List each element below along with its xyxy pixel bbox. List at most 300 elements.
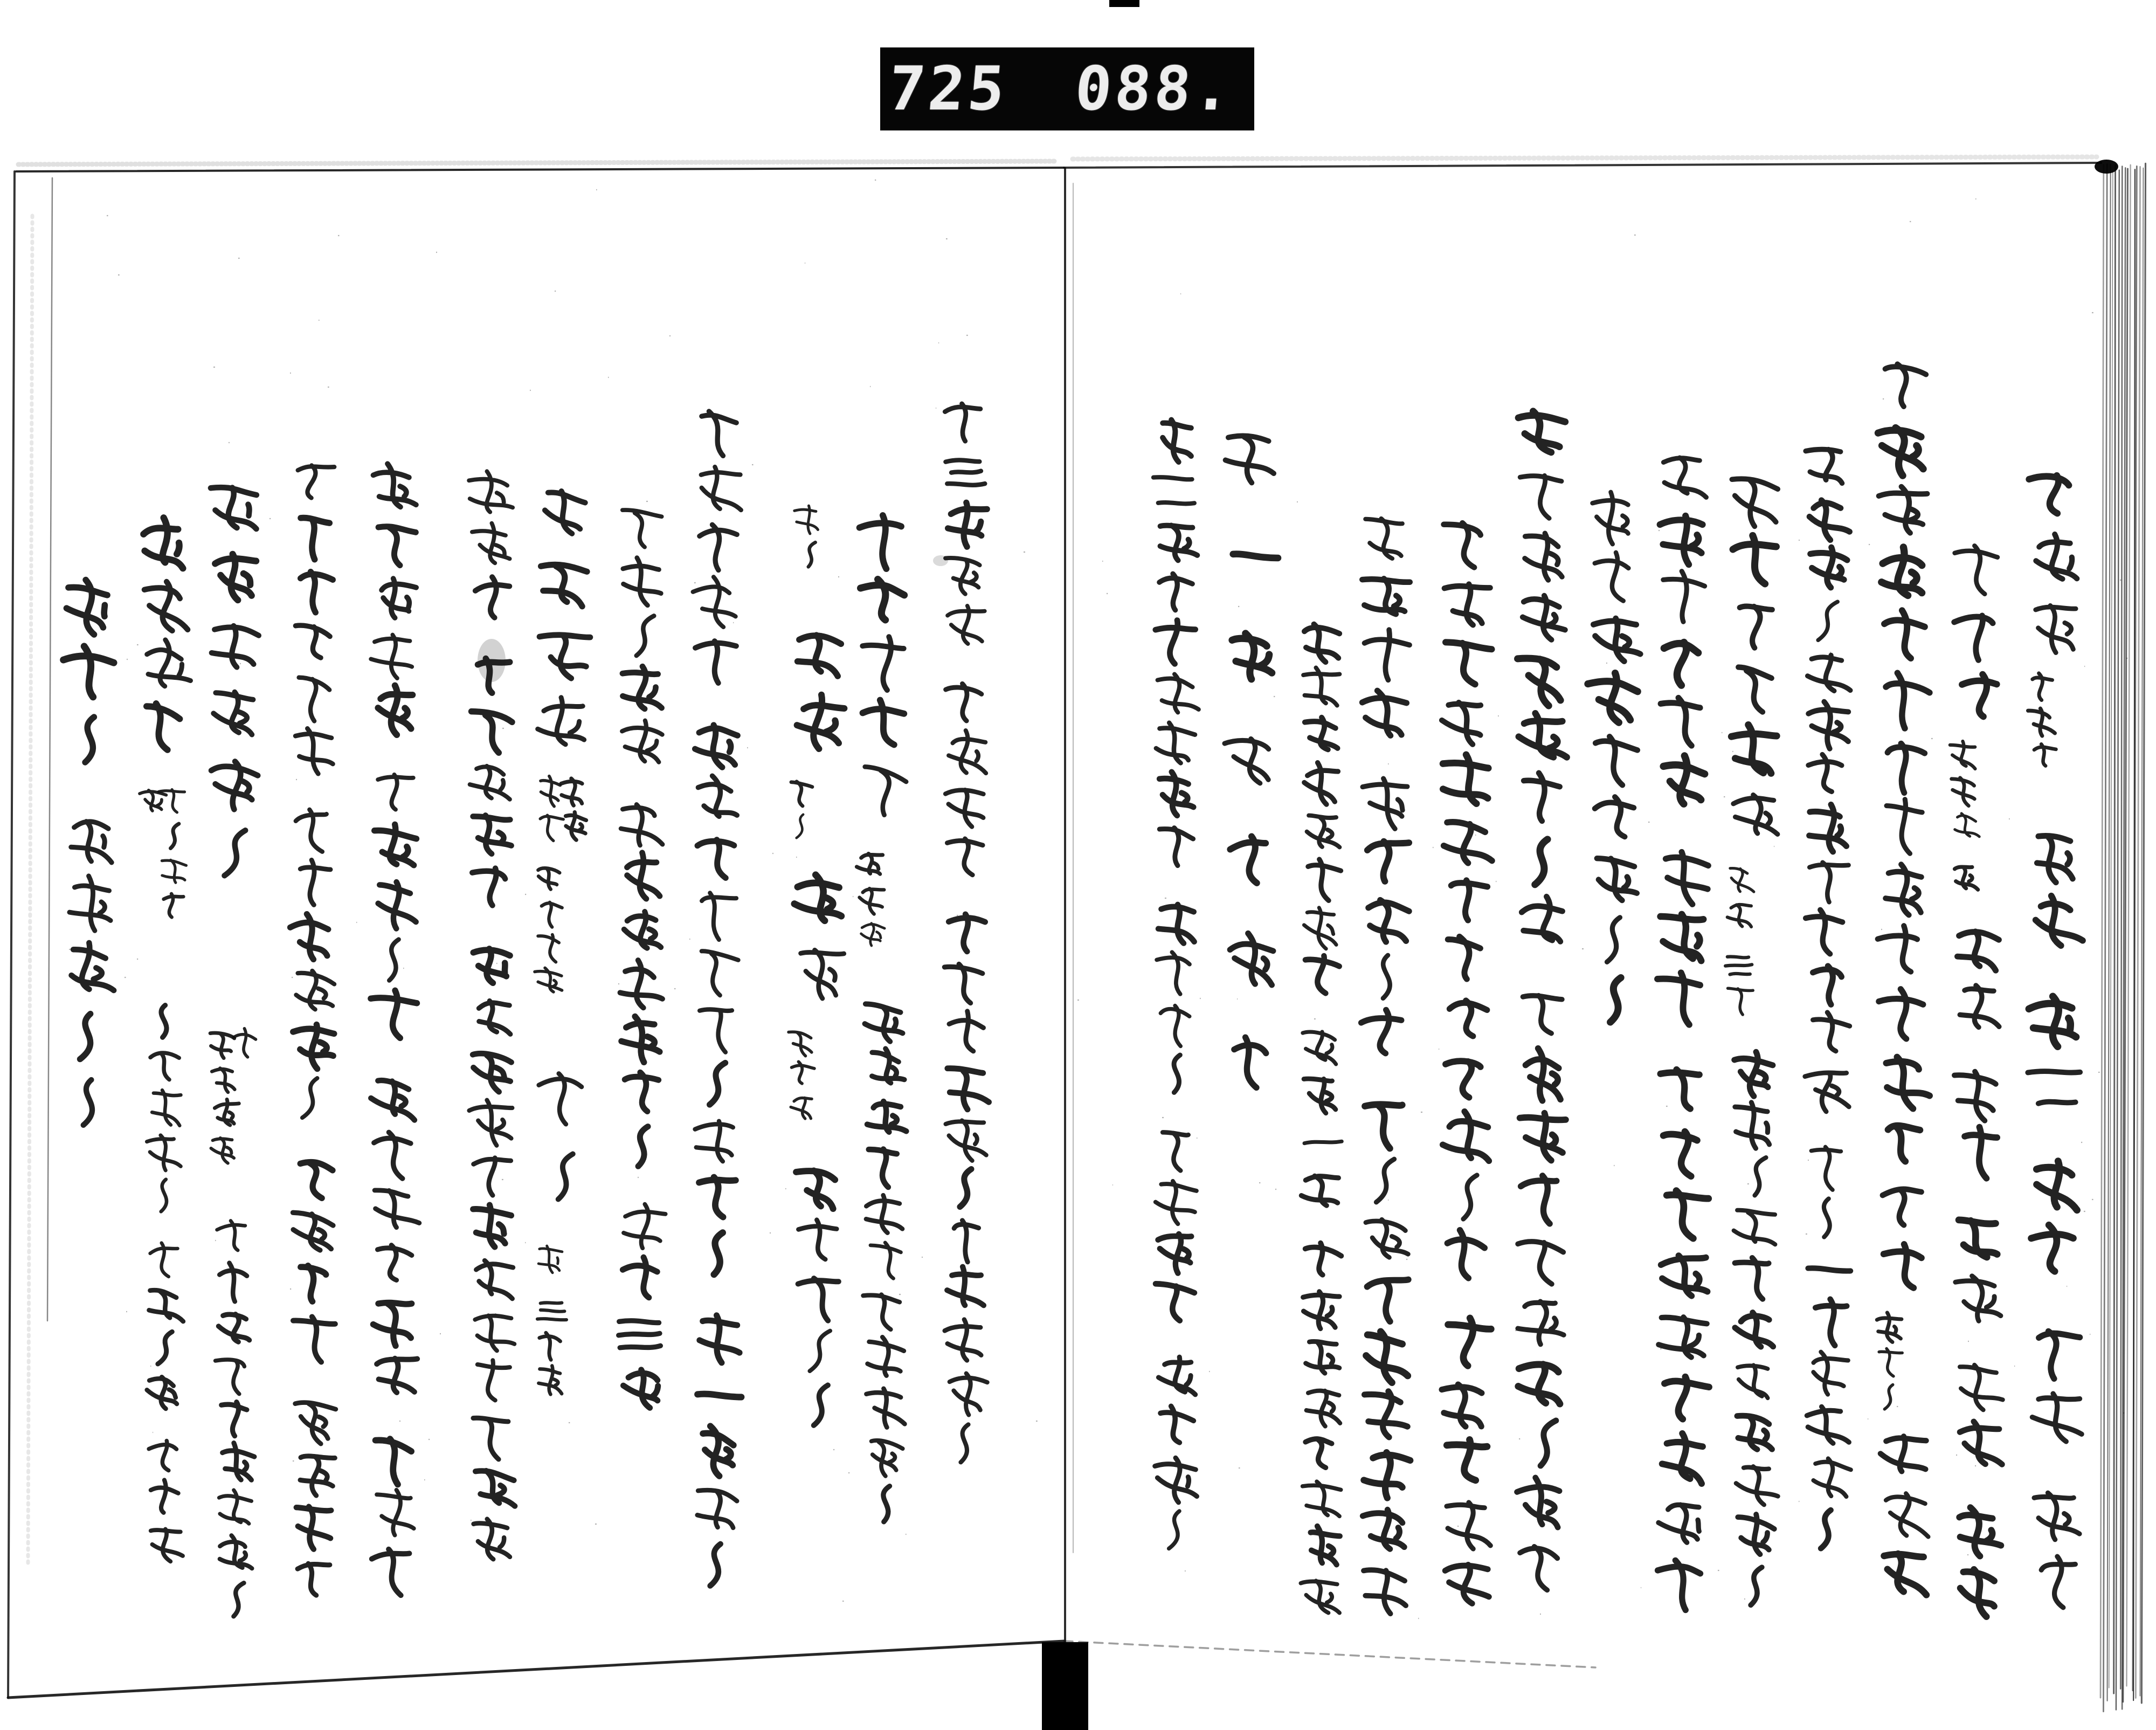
glyph [301, 1266, 326, 1301]
glyph [946, 1120, 986, 1161]
glyph [1660, 516, 1703, 564]
glyph [473, 1205, 512, 1247]
text-column [2029, 475, 2077, 653]
glyph [1728, 988, 1753, 1015]
glyph [1738, 1514, 1774, 1554]
glyph [64, 646, 114, 697]
glyph [545, 491, 585, 534]
glyph [701, 467, 741, 510]
glyph [475, 1471, 515, 1506]
glyph [538, 1246, 562, 1273]
glyph [1303, 1292, 1339, 1329]
glyph [1735, 1313, 1773, 1347]
text-column [469, 471, 515, 1559]
glyph [1523, 996, 1562, 1033]
glyph [1174, 1055, 1180, 1092]
glyph [2032, 1394, 2082, 1442]
glyph [80, 1014, 90, 1059]
right-page-edge-band [2116, 170, 2119, 1710]
glyph [1364, 1452, 1410, 1498]
glyph [376, 1439, 411, 1484]
glyph [1444, 822, 1492, 863]
glyph [808, 542, 816, 567]
glyph [1163, 420, 1191, 462]
glyph [1446, 1061, 1481, 1097]
glyph [2034, 744, 2056, 766]
glyph [797, 695, 845, 749]
glyph [2028, 708, 2055, 736]
text-column [1954, 932, 2003, 1617]
glyph [1158, 674, 1199, 712]
glyph [1525, 1049, 1560, 1101]
glyph [1955, 546, 1998, 594]
glyph [622, 721, 662, 762]
glyph [538, 698, 584, 745]
glyph [789, 1032, 812, 1056]
glyph [794, 875, 841, 921]
glyph [870, 1243, 901, 1278]
text-column [2028, 673, 2056, 766]
glyph [948, 502, 987, 547]
glyph [1663, 1132, 1697, 1176]
frame-counter-left-digits: 725 [886, 54, 1011, 124]
glyph [1878, 428, 1923, 475]
glyph [863, 1294, 900, 1329]
glyph [814, 1385, 828, 1425]
glyph [295, 625, 330, 658]
glyph [566, 812, 586, 840]
glyph [1657, 973, 1700, 1024]
glyph [1308, 859, 1341, 900]
glyph [211, 761, 258, 809]
glyph [949, 1011, 984, 1051]
glyph [1304, 908, 1336, 949]
glyph [1155, 1458, 1197, 1502]
glyph [865, 767, 906, 815]
glyph [1735, 1052, 1773, 1096]
text-column [797, 635, 845, 749]
glyph [2037, 836, 2072, 882]
text-column [860, 515, 907, 815]
text-column [789, 1032, 814, 1119]
glyph [1523, 596, 1565, 640]
right-page-edge-band [2120, 167, 2122, 1689]
glyph [1885, 864, 1921, 915]
glyph [621, 804, 662, 845]
glyph [479, 1001, 510, 1034]
glyph [1367, 1279, 1408, 1321]
glyph [1366, 1332, 1408, 1383]
glyph [1952, 778, 1975, 806]
glyph [950, 1374, 987, 1415]
glyph [1443, 755, 1488, 804]
glyph [860, 515, 901, 569]
glyph [1225, 739, 1269, 783]
spine-top-mark [1109, 0, 1139, 7]
glyph [2033, 673, 2053, 700]
glyph [147, 1135, 181, 1170]
glyph [1888, 743, 1925, 792]
glyph [1442, 1384, 1482, 1426]
glyph [863, 700, 904, 745]
glyph [1811, 1147, 1841, 1190]
text-column [1361, 519, 1410, 1614]
glyph [1517, 1478, 1560, 1527]
glyph [1733, 795, 1778, 834]
glyph [2036, 605, 2076, 652]
glyph [474, 1158, 511, 1196]
glyph [861, 580, 904, 620]
glyph [171, 824, 179, 848]
left-page-bottom-edge [8, 1641, 1064, 1698]
glyph [792, 1062, 814, 1083]
glyph [702, 893, 736, 940]
glyph [698, 776, 737, 816]
glyph [1955, 1276, 2001, 1321]
glyph [233, 1029, 255, 1057]
glyph [1813, 966, 1841, 1004]
glyph [216, 1360, 245, 1394]
text-column [210, 1033, 239, 1163]
text-column [796, 1171, 839, 1425]
glyph [1365, 1105, 1402, 1149]
glyph [1960, 1365, 2003, 1410]
glyph [1815, 1299, 1847, 1346]
glyph [1607, 918, 1620, 962]
glyph [1367, 842, 1409, 881]
text-column [538, 491, 590, 745]
glyph [1813, 1458, 1850, 1497]
glyph [540, 1333, 561, 1360]
glyph [1158, 905, 1194, 943]
glyph [1521, 1176, 1557, 1224]
glyph [1451, 880, 1487, 920]
glyph [2029, 996, 2076, 1046]
glyph [1809, 500, 1849, 540]
glyph [1888, 1126, 1920, 1161]
glyph [1361, 1010, 1401, 1053]
glyph [296, 1507, 331, 1549]
glyph [1808, 702, 1848, 749]
page-edge-line [1073, 157, 2097, 159]
glyph [1659, 1317, 1706, 1357]
glyph [1362, 691, 1406, 735]
glyph [1301, 1176, 1338, 1205]
frame-counter-right-digits: 088. [1072, 54, 1237, 124]
glyph [1662, 1433, 1703, 1484]
glyph [798, 1220, 837, 1259]
glyph [389, 940, 398, 981]
glyph [215, 554, 256, 600]
text-column [1805, 449, 1851, 1548]
glyph [946, 684, 982, 721]
glyph [1886, 673, 1930, 728]
glyph [1443, 1112, 1489, 1161]
glyph [1158, 1357, 1195, 1395]
glyph [1588, 673, 1637, 723]
glyph [472, 869, 505, 906]
glyph [1733, 535, 1776, 584]
glyph [1519, 713, 1567, 757]
text-column [371, 464, 419, 1595]
glyph [714, 1232, 723, 1274]
text-column [1950, 741, 1979, 890]
glyph [1879, 487, 1927, 533]
glyph [377, 1490, 414, 1535]
glyph [1661, 914, 1704, 961]
text-column [944, 404, 989, 1462]
text-column [791, 782, 812, 838]
glyph [2034, 1493, 2079, 1540]
glyph [538, 868, 559, 889]
glyph [638, 1127, 648, 1167]
glyph [296, 971, 334, 1010]
glyph [1805, 1073, 1849, 1112]
page-edge-line [18, 161, 1056, 164]
glyph [1884, 1385, 1892, 1409]
glyph [947, 839, 983, 875]
glyph [540, 635, 590, 678]
glyph [945, 404, 980, 441]
glyph [1738, 667, 1772, 712]
glyph [66, 580, 107, 635]
glyph [1448, 1318, 1491, 1366]
glyph [945, 790, 983, 826]
glyph [1740, 606, 1772, 648]
glyph [1307, 816, 1340, 847]
glyph [1524, 773, 1560, 821]
glyph [1363, 1510, 1404, 1549]
glyph [1383, 955, 1390, 998]
scan-noise [69, 180, 2127, 1618]
glyph [540, 815, 563, 840]
glyph [1808, 1268, 1850, 1271]
text-column [211, 487, 259, 876]
glyph [147, 1377, 177, 1409]
glyph [1305, 956, 1339, 993]
glyph [149, 1440, 176, 1470]
glyph [219, 1490, 251, 1524]
text-column [1517, 411, 1567, 1590]
glyph [960, 1169, 971, 1207]
glyph [710, 1063, 725, 1105]
glyph [1731, 725, 1777, 773]
glyph [1520, 475, 1561, 518]
glyph [1305, 1439, 1332, 1467]
glyph [1661, 698, 1700, 746]
glyph [377, 1245, 411, 1280]
glyph [218, 1314, 249, 1342]
glyph [945, 1320, 982, 1361]
glyph [220, 1535, 252, 1568]
glyph [1156, 1181, 1197, 1224]
glyph [1366, 1219, 1408, 1257]
glyph [697, 1394, 741, 1397]
glyph [798, 1278, 839, 1321]
glyph [1663, 458, 1706, 498]
text-column [143, 518, 190, 750]
page-edge-line [28, 216, 32, 1563]
glyph [695, 1121, 733, 1162]
glyph [374, 1132, 411, 1178]
glyph [143, 518, 183, 568]
glyph [1163, 1132, 1188, 1170]
glyph [865, 1004, 902, 1042]
glyph [161, 1180, 167, 1212]
page-edge-line [16, 168, 1064, 171]
text-column [1734, 1052, 1778, 1605]
glyph [1755, 1157, 1766, 1195]
glyph [1735, 1258, 1769, 1299]
glyph [625, 1072, 659, 1111]
glyph [1663, 571, 1705, 622]
glyph [621, 1016, 660, 1062]
glyph [1886, 1493, 1929, 1536]
glyph [710, 1544, 721, 1586]
glyph [1808, 755, 1842, 792]
text-column [863, 1004, 906, 1522]
glyph [1304, 1079, 1336, 1113]
glyph [474, 1519, 510, 1560]
text-column [1881, 1436, 1929, 1595]
glyph [302, 1078, 317, 1118]
glyph [1965, 1127, 1997, 1178]
glyph [150, 1243, 178, 1277]
glyph [1884, 1244, 1922, 1288]
glyph [301, 518, 329, 560]
glyph [695, 641, 736, 683]
glyph [561, 778, 582, 805]
glyph [1364, 1570, 1406, 1614]
glyph [378, 882, 416, 928]
text-column [64, 580, 114, 1125]
glyph [1230, 933, 1273, 985]
glyph [627, 853, 660, 899]
glyph [1884, 1554, 1926, 1595]
glyph [1535, 839, 1547, 885]
glyph [472, 712, 513, 753]
glyph [703, 1426, 734, 1476]
glyph [697, 1490, 737, 1528]
glyph [161, 1005, 167, 1038]
glyph [1595, 553, 1629, 601]
glyph [1887, 1057, 1930, 1109]
glyph [542, 902, 562, 927]
spine-bottom-bar [1042, 1642, 1088, 1730]
glyph [301, 571, 333, 612]
glyph [945, 558, 980, 594]
glyph [867, 1337, 904, 1376]
glyph [371, 990, 417, 1038]
glyph [1955, 814, 1980, 837]
glyph [558, 1154, 573, 1200]
glyph [1303, 667, 1339, 705]
glyph [1738, 1365, 1768, 1398]
glyph [1593, 618, 1640, 661]
text-column [1731, 479, 1778, 834]
glyph [872, 1049, 904, 1083]
glyph [1954, 1072, 1996, 1121]
glyph [1153, 477, 1194, 504]
text-column [1954, 546, 1998, 716]
glyph [1806, 910, 1842, 954]
glyph [296, 810, 327, 852]
glyph [798, 635, 841, 676]
glyph [1363, 778, 1407, 829]
text-column [140, 790, 166, 811]
glyph [537, 1302, 566, 1320]
glyph [151, 1480, 178, 1512]
text-column [794, 506, 818, 567]
glyph [1666, 852, 1708, 904]
glyph [382, 578, 416, 618]
glyph [150, 1053, 179, 1080]
glyph [1807, 1407, 1849, 1443]
glyph [623, 510, 662, 547]
text-column [1657, 458, 1709, 1610]
glyph [377, 1359, 417, 1393]
glyph [791, 1098, 812, 1119]
glyph [1518, 658, 1561, 706]
glyph [2036, 534, 2077, 579]
glyph [949, 914, 985, 952]
glyph [1520, 1547, 1558, 1590]
glyph [1667, 1191, 1708, 1238]
glyph [1226, 436, 1274, 483]
glyph [872, 1440, 903, 1476]
glyph [2041, 1556, 2075, 1608]
glyph [70, 876, 110, 931]
glyph [700, 1009, 732, 1052]
glyph [699, 1177, 736, 1217]
glyph [1879, 989, 1923, 1039]
glyph [1449, 1001, 1487, 1036]
glyph [538, 1366, 562, 1394]
glyph [473, 1053, 512, 1092]
glyph [796, 1171, 835, 1209]
glyph [1159, 828, 1193, 866]
glyph [867, 1101, 906, 1132]
glyph [1463, 1175, 1477, 1219]
glyph [1960, 1569, 1994, 1617]
text-column [1442, 523, 1492, 1603]
glyph [861, 923, 885, 946]
glyph [1442, 702, 1481, 745]
glyph [862, 637, 903, 690]
glyph [210, 1033, 234, 1058]
glyph [1307, 1391, 1340, 1426]
glyph [1362, 578, 1409, 614]
left-page-edge [8, 171, 15, 1698]
glyph [1883, 1189, 1922, 1225]
glyph [217, 1221, 245, 1250]
glyph [1234, 1037, 1266, 1087]
glyph [1611, 977, 1621, 1022]
glyph [624, 912, 661, 948]
glyph [300, 1162, 333, 1198]
glyph [1232, 633, 1272, 679]
glyph [535, 968, 562, 992]
glyph [1364, 1391, 1407, 1437]
glyph [1959, 1220, 1997, 1257]
text-column [216, 1221, 254, 1616]
glyph [693, 577, 736, 627]
glyph [541, 564, 587, 606]
text-column [535, 776, 563, 992]
glyph [869, 1149, 897, 1188]
glyph [299, 678, 330, 721]
glyph [140, 790, 166, 811]
